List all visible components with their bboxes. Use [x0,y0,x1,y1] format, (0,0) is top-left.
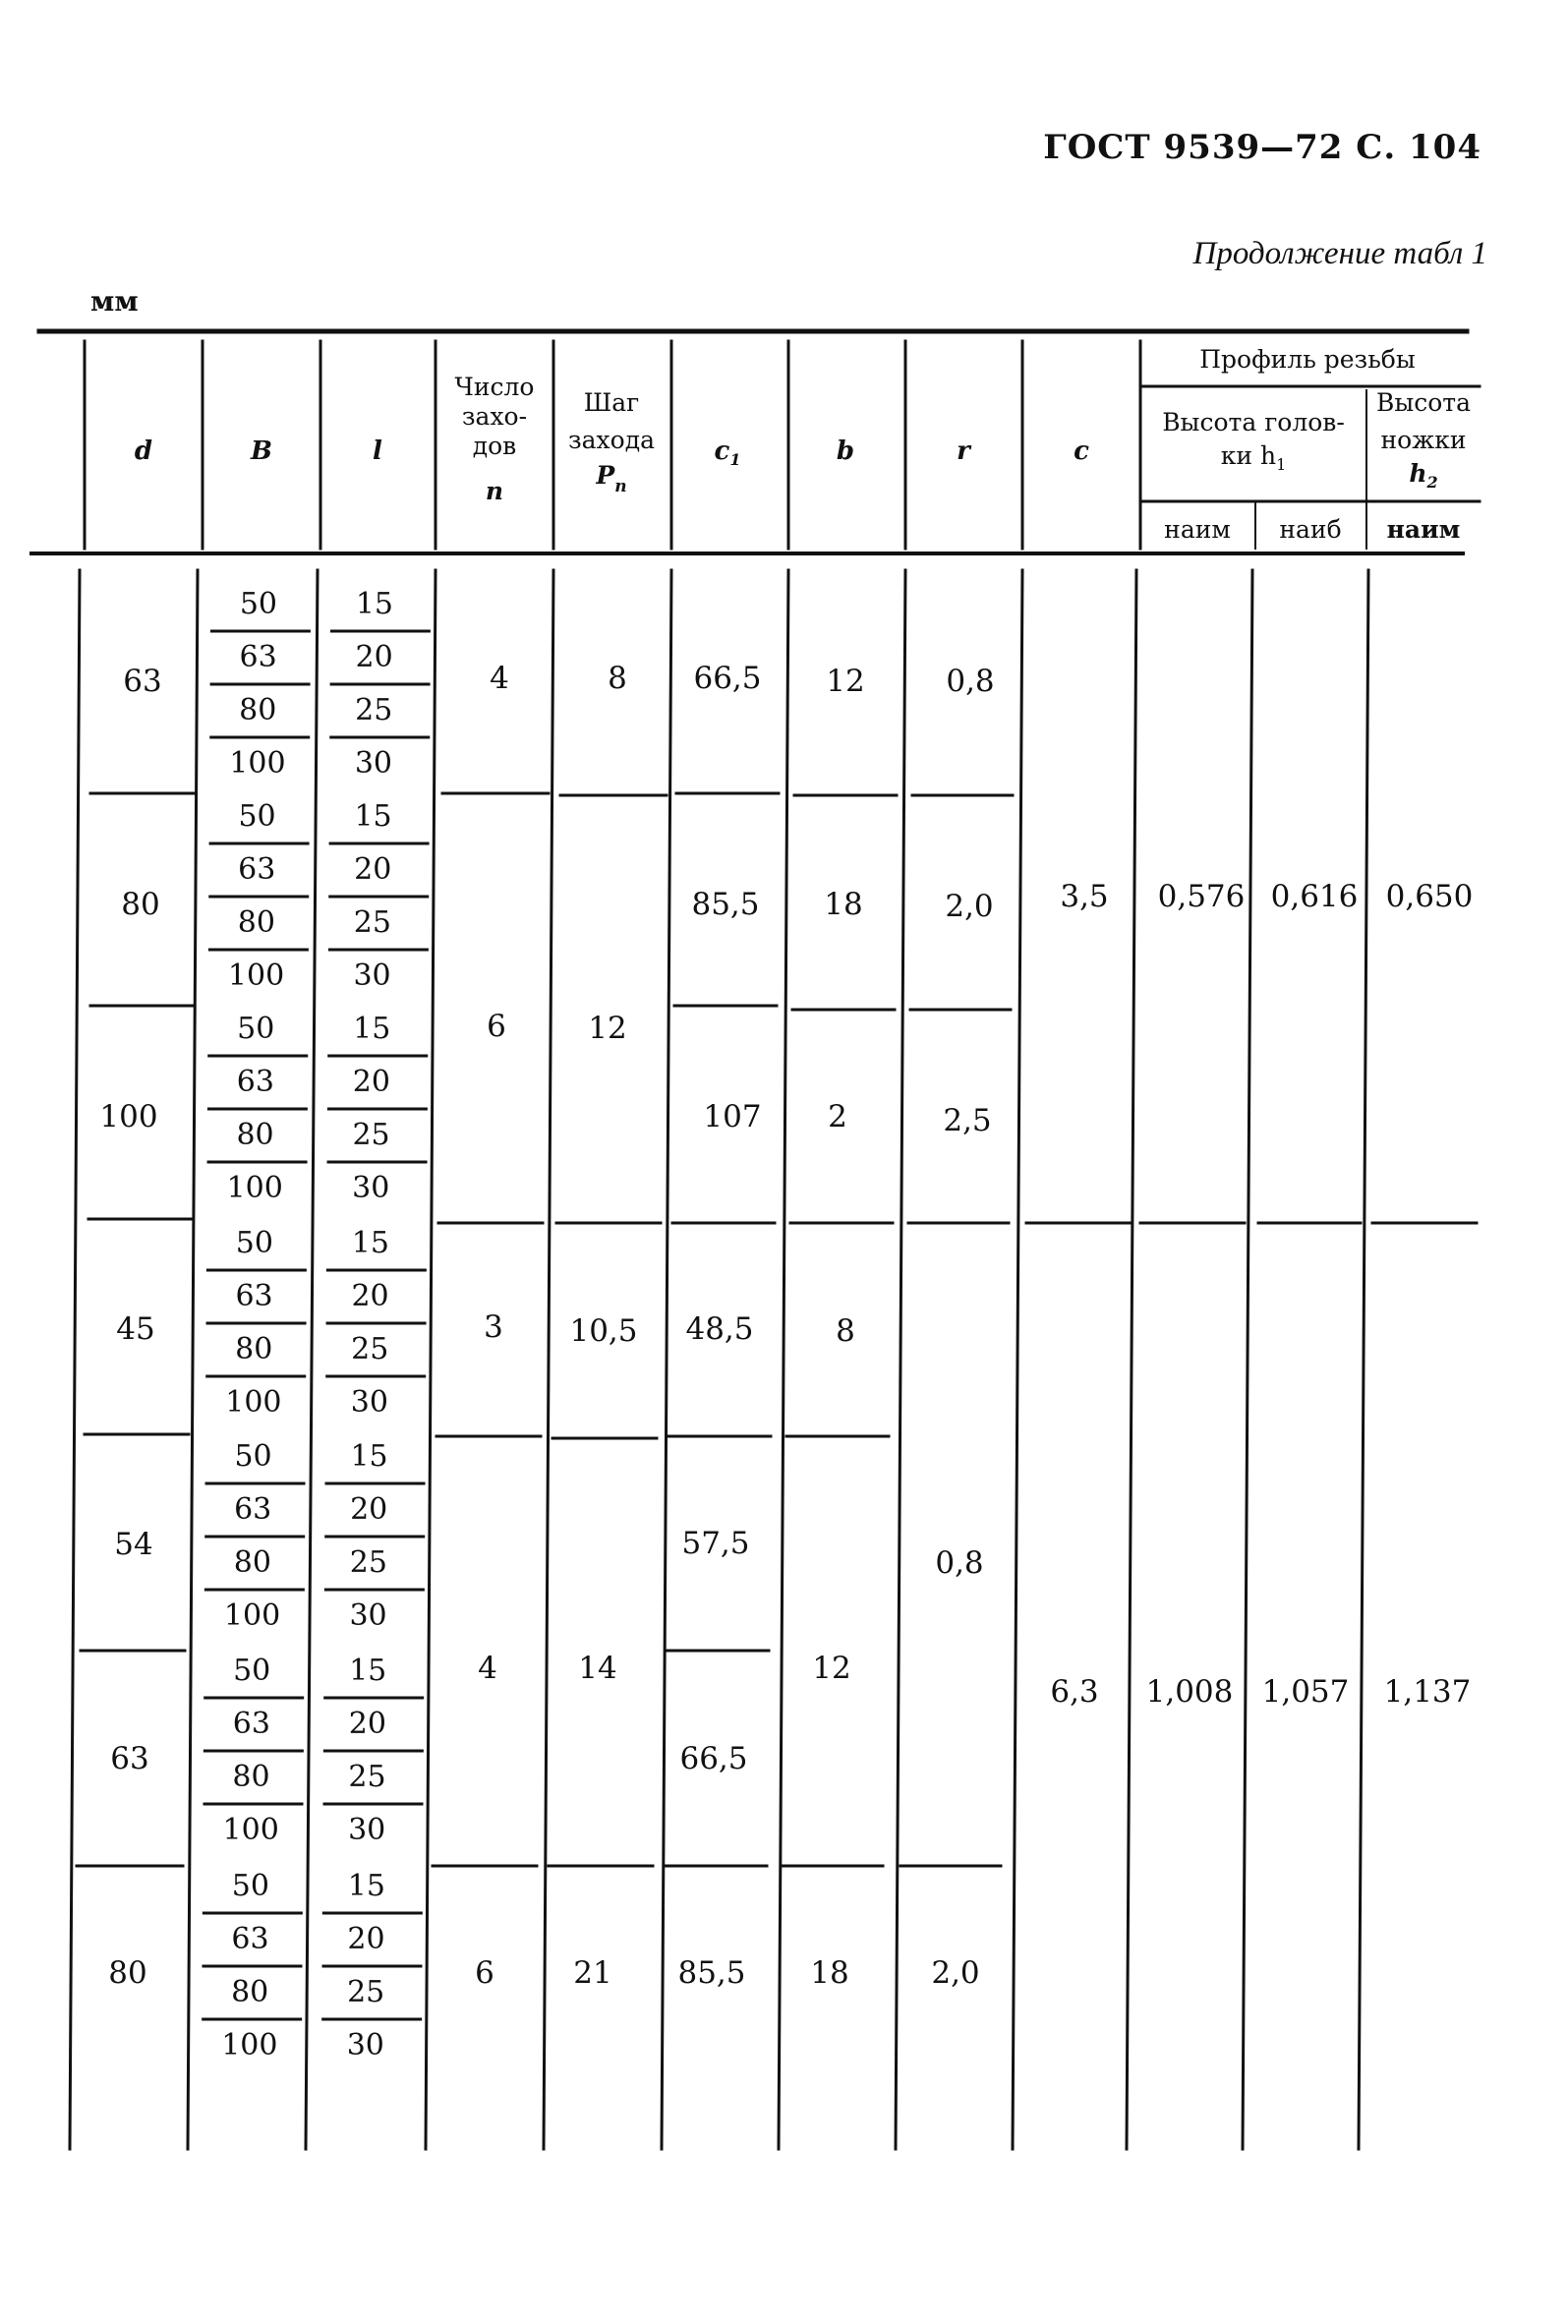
l-cell: 30 [353,959,391,993]
h1-min-cell: 0,576 [1157,879,1246,914]
B-cell: 63 [238,852,276,887]
h2-min-cell: 1,137 [1383,1674,1472,1710]
page-title: ГОСТ 9539—72 С. 104 [1043,128,1481,167]
r-cell: 2,0 [931,1955,980,1991]
d-cell: 80 [121,887,160,922]
l-cell: 15 [354,799,392,834]
l-cell: 15 [347,1869,385,1903]
B-cell: 100 [223,1598,281,1633]
col-c1-header: $c_1$ [714,436,741,469]
c1-cell: 66,5 [679,1741,748,1776]
B-cell: 80 [232,1760,270,1794]
profile-group-header: Профиль резьбы [1199,345,1416,374]
col-h2-header-symbol: $h_2$ [1409,459,1438,492]
l-cell: 20 [352,1065,390,1099]
col-h1-header-line1: Высота голов- [1162,408,1345,436]
B-cell: 100 [222,1813,279,1847]
d-cell: 54 [114,1527,153,1562]
b-cell: 12 [826,664,865,699]
c1-cell: 66,5 [693,661,762,696]
B-cell: 50 [235,1226,273,1260]
B-cell: 50 [239,587,278,621]
col-n-header-line1: Число [454,373,535,401]
units-label: мм [90,285,139,318]
pn-cell: 14 [578,1651,617,1686]
b-cell: 18 [810,1955,849,1991]
l-cell: 30 [352,1171,390,1205]
col-n-header-symbol: n [485,477,504,505]
d-cell: 63 [123,664,162,699]
n-cell: 6 [475,1955,494,1991]
table-continuation-label: Продолжение табл 1 [1192,236,1487,271]
B-cell: 100 [227,959,285,993]
l-cell: 25 [351,1332,389,1366]
c-cell: 6,3 [1050,1674,1099,1710]
col-pn-header-symbol: $P_n$ [596,461,627,496]
c1-cell: 107 [703,1099,762,1134]
c1-cell: 85,5 [691,887,760,922]
l-cell: 30 [354,746,393,781]
B-cell: 100 [225,1385,282,1420]
col-c-header: c [1074,436,1089,466]
col-h2-min-header: наим [1386,515,1461,544]
B-cell: 80 [235,1332,273,1366]
n-cell: 4 [490,661,509,696]
col-B-header: B [251,436,272,466]
l-cell: 20 [355,640,393,674]
col-l-header: l [373,436,382,466]
n-cell: 4 [478,1651,497,1686]
col-n-header-line2: захо- [461,402,528,431]
l-cell: 25 [352,1118,390,1152]
b-cell: 2 [828,1099,847,1134]
B-cell: 63 [236,1065,274,1099]
col-r-header: r [957,436,970,466]
l-cell: 30 [346,2028,384,2063]
col-h2-header-line1: Высота [1375,388,1472,417]
c1-cell: 85,5 [677,1955,746,1991]
l-cell: 15 [351,1226,389,1260]
c1-cell: 48,5 [685,1311,754,1347]
pn-cell: 10,5 [569,1313,638,1349]
col-d-header: d [134,436,153,466]
l-cell: 15 [355,587,394,621]
l-cell: 30 [349,1598,387,1633]
col-h1-min-header: наим [1164,515,1231,544]
l-cell: 15 [353,1012,391,1046]
B-cell: 80 [236,1118,274,1152]
B-cell: 100 [221,2028,278,2063]
c1-cell: 57,5 [681,1526,750,1561]
h1-max-cell: 0,616 [1270,879,1359,914]
col-h2-header-line2: ножки [1380,426,1467,454]
B-cell: 63 [239,640,277,674]
B-cell: 80 [233,1545,271,1580]
B-cell: 50 [234,1439,272,1474]
B-cell: 50 [237,1012,275,1046]
d-cell: 45 [116,1311,155,1347]
l-cell: 25 [348,1760,386,1794]
pn-cell: 21 [573,1955,612,1991]
l-cell: 30 [350,1385,388,1420]
l-cell: 25 [349,1545,387,1580]
r-cell: 2,0 [945,889,994,924]
h1-min-cell: 1,008 [1145,1674,1234,1710]
pn-cell: 8 [608,661,627,696]
pn-cell: 12 [588,1011,627,1046]
col-pn-header-line2: захода [568,426,655,454]
col-pn-header-line1: Шаг [583,388,640,417]
r-cell: 0,8 [935,1545,984,1581]
col-h1-header-line2: ки $h_1$ [1220,441,1287,474]
d-cell: 80 [108,1955,147,1991]
l-cell: 25 [355,693,393,727]
B-cell: 50 [231,1869,269,1903]
B-cell: 100 [229,746,286,781]
l-cell: 25 [347,1975,385,2009]
r-cell: 2,5 [943,1103,992,1138]
l-cell: 15 [349,1654,387,1688]
l-cell: 20 [354,852,392,887]
B-cell: 80 [237,905,275,940]
r-cell: 0,8 [946,664,995,699]
h2-min-cell: 0,650 [1385,879,1474,914]
l-cell: 15 [350,1439,388,1474]
h1-max-cell: 1,057 [1261,1674,1350,1710]
n-cell: 3 [484,1309,503,1345]
d-cell: 100 [99,1099,158,1134]
B-cell: 100 [226,1171,283,1205]
B-cell: 63 [235,1279,273,1313]
d-cell: 63 [110,1741,149,1776]
b-cell: 12 [812,1651,851,1686]
B-cell: 63 [234,1492,272,1527]
l-cell: 25 [353,905,391,940]
b-cell: 8 [836,1313,855,1349]
l-cell: 20 [350,1492,388,1527]
B-cell: 80 [231,1975,269,2009]
l-cell: 20 [351,1279,389,1313]
B-cell: 50 [238,799,276,834]
l-cell: 20 [348,1707,386,1741]
col-b-header: b [836,436,855,466]
B-cell: 63 [232,1707,270,1741]
n-cell: 6 [487,1009,506,1044]
col-h1-max-header: наиб [1279,515,1342,544]
B-cell: 80 [239,693,277,727]
c-cell: 3,5 [1060,879,1109,914]
l-cell: 20 [347,1922,385,1956]
b-cell: 18 [824,887,863,922]
B-cell: 50 [233,1654,271,1688]
l-cell: 30 [348,1813,386,1847]
B-cell: 63 [231,1922,269,1956]
col-n-header-line3: дов [472,432,517,460]
